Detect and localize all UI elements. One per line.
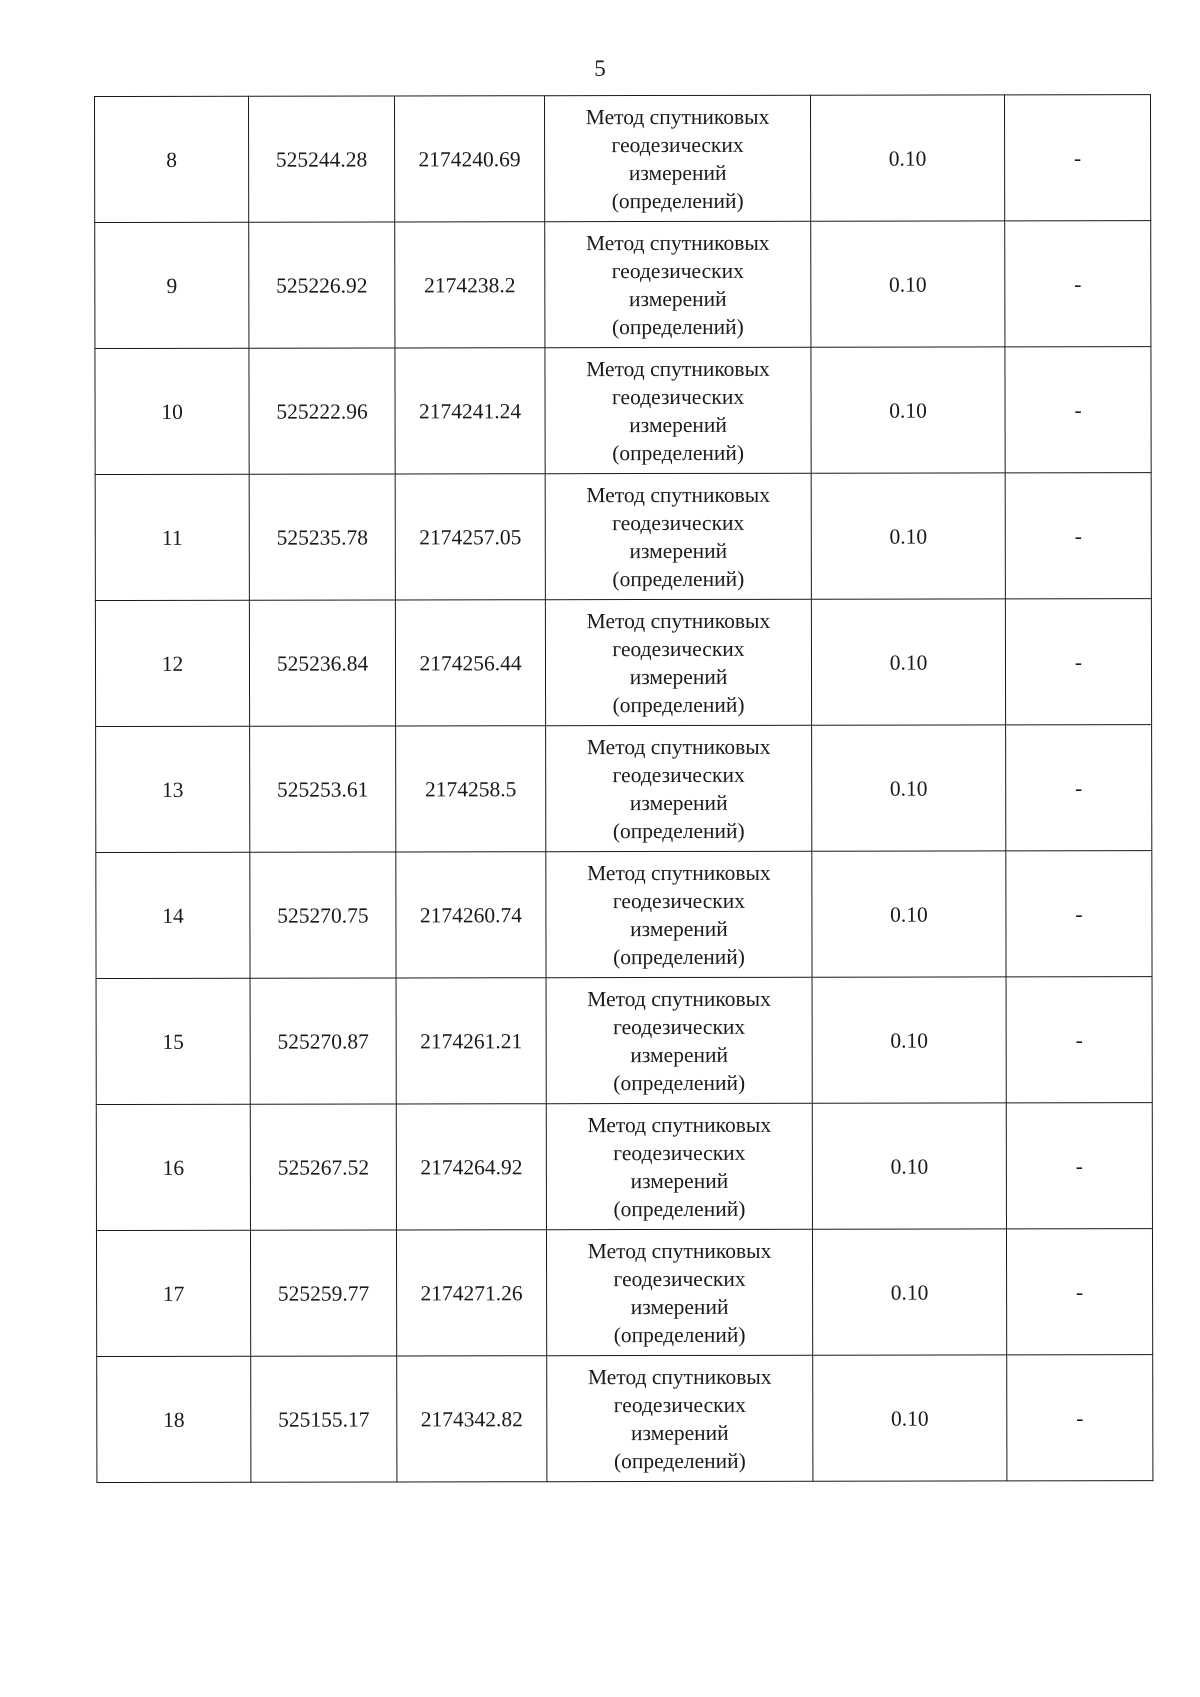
precision-cell: 0.10 [813,1355,1007,1481]
precision-cell: 0.10 [812,1229,1006,1355]
x-coordinate-cell: 525155.17 [251,1356,397,1482]
method-line: (определений) [612,440,745,465]
x-coordinate-cell: 525236.84 [249,600,395,726]
description-cell: - [1006,1103,1152,1229]
method-line: измерений [630,1042,729,1067]
table-row [96,1229,1152,1357]
coordinates-table-body [95,95,1153,1483]
method-line: Метод спутниковых [587,860,771,885]
method-line: геодезических [611,384,745,409]
point-number-cell: 17 [96,1230,250,1356]
method-line: (определений) [613,1196,746,1221]
method-line: (определений) [612,566,745,591]
method-line: измерений [630,1420,729,1445]
method-cell [545,473,811,599]
description-cell: - [1004,95,1150,221]
method-line: Метод спутниковых [586,608,771,633]
point-number-cell: 16 [96,1104,250,1230]
method-line: Метод спутниковых [586,356,770,381]
precision-cell: 0.10 [812,1103,1006,1229]
method-line: (определений) [611,314,744,339]
description-cell: - [1006,725,1152,851]
method-line: Метод спутниковых [585,230,770,255]
method-cell [546,977,812,1103]
method-cell [545,599,811,725]
description-cell: - [1005,221,1151,347]
point-number-cell: 18 [97,1356,251,1482]
description-cell: - [1007,1355,1153,1481]
x-coordinate-cell: 525270.75 [250,852,396,978]
description-cell: - [1006,1229,1152,1355]
method-line: Метод спутниковых [586,734,771,759]
point-number-cell: 13 [96,726,250,852]
table-row [96,1103,1152,1231]
description-cell: - [1006,977,1152,1103]
precision-cell: 0.10 [812,977,1006,1103]
y-coordinate-cell: 2174257.05 [395,474,545,600]
method-line: геодезических [612,888,745,913]
method-line: Метод спутниковых [587,1364,772,1389]
y-coordinate-cell: 2174260.74 [396,852,546,978]
x-coordinate-cell: 525270.87 [250,978,396,1104]
y-coordinate-cell: 2174264.92 [396,1104,546,1230]
x-coordinate-cell: 525226.92 [249,222,395,348]
y-coordinate-cell: 2174258.5 [396,726,546,852]
page-number: 5 [594,56,606,81]
method-line: (определений) [611,188,744,213]
method-line: геодезических [612,636,745,661]
table-row [96,725,1152,853]
method-cell [547,1355,813,1481]
method-line: (определений) [612,818,745,843]
method-line: геодезических [613,1392,746,1417]
description-cell: - [1005,473,1151,599]
description-cell: - [1005,599,1151,725]
method-line: измерений [629,286,727,311]
point-number-cell: 12 [95,600,249,726]
x-coordinate-cell: 525259.77 [250,1230,396,1356]
x-coordinate-cell: 525244.28 [249,96,395,222]
method-line: геодезических [613,1266,746,1291]
y-coordinate-cell: 2174241.24 [395,348,545,474]
method-cell [546,1229,812,1355]
point-number-cell: 10 [95,348,249,474]
method-cell [546,1103,812,1229]
method-line: геодезических [611,132,744,157]
point-number-cell: 11 [95,474,249,600]
method-line: измерений [630,1294,729,1319]
method-line: (определений) [613,1070,746,1095]
y-coordinate-cell: 2174240.69 [395,96,545,222]
point-number-cell: 14 [96,852,250,978]
method-line: (определений) [613,1448,746,1473]
x-coordinate-cell: 525222.96 [249,348,395,474]
y-coordinate-cell: 2174261.21 [396,978,546,1104]
method-line: геодезических [612,510,745,535]
precision-cell: 0.10 [810,95,1004,221]
y-coordinate-cell: 2174256.44 [395,600,545,726]
method-line: (определений) [612,692,745,717]
precision-cell: 0.10 [812,725,1006,851]
method-cell [545,95,811,221]
precision-cell: 0.10 [811,473,1005,599]
method-line: измерений [629,538,728,563]
method-line: измерений [628,160,727,185]
precision-cell: 0.10 [811,347,1005,473]
method-cell [546,851,812,977]
method-cell [545,221,811,347]
table-row [95,347,1151,475]
x-coordinate-cell: 525253.61 [250,726,396,852]
method-line: (определений) [613,944,745,969]
method-line: (определений) [613,1322,746,1347]
method-line: измерений [629,412,727,437]
method-cell [545,347,811,473]
precision-cell: 0.10 [812,851,1006,977]
table-row [97,1355,1153,1483]
method-line: измерений [629,790,728,815]
precision-cell: 0.10 [811,221,1005,347]
y-coordinate-cell: 2174342.82 [397,1356,547,1482]
method-line: измерений [630,916,728,941]
table-row [95,95,1151,223]
table-row [96,977,1152,1105]
x-coordinate-cell: 525235.78 [249,474,395,600]
table-row [96,851,1152,979]
method-line: Метод спутниковых [587,1112,772,1137]
method-line: Метод спутниковых [587,986,771,1011]
description-cell: - [1005,347,1151,473]
method-line: измерений [629,664,728,689]
coordinates-table [94,94,1153,1483]
y-coordinate-cell: 2174238.2 [395,222,545,348]
point-number-cell: 8 [95,96,249,222]
method-line: Метод спутниковых [587,1238,772,1263]
description-cell: - [1006,851,1152,977]
table-row [95,473,1151,601]
method-line: геодезических [611,258,744,283]
method-cell [546,725,812,851]
method-line: Метод спутниковых [585,104,770,129]
precision-cell: 0.10 [811,599,1005,725]
method-line: геодезических [613,1014,746,1039]
method-line: измерений [630,1168,729,1193]
method-line: Метод спутниковых [586,482,771,507]
method-line: геодезических [612,762,745,787]
table-row [95,599,1151,727]
y-coordinate-cell: 2174271.26 [396,1230,546,1356]
point-number-cell: 9 [95,222,249,348]
table-row [95,221,1151,349]
x-coordinate-cell: 525267.52 [250,1104,396,1230]
method-line: геодезических [613,1140,746,1165]
point-number-cell: 15 [96,978,250,1104]
